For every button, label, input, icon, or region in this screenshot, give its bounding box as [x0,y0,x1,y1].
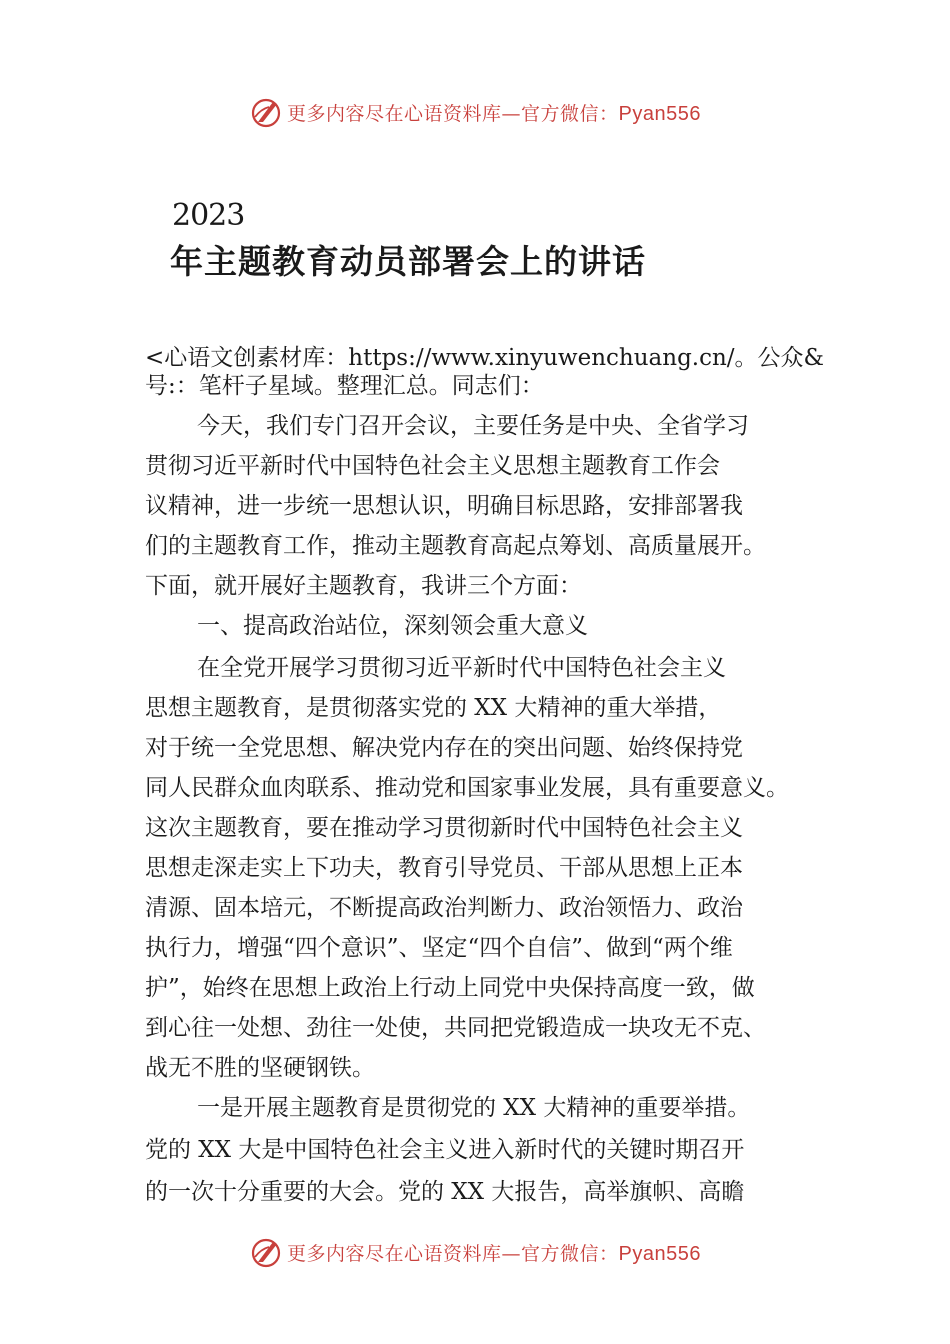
paragraph-line: 一是开展主题教育是贯彻党的 XX 大精神的重要举措。 [197,1095,751,1121]
header-banner [0,92,950,132]
paragraph-line: 战无不胜的坚硬钢铁。 [145,1055,375,1081]
paragraph-line: 清源、固本培元，不断提高政治判断力、政治领悟力、政治 [145,895,743,921]
paragraph-line: 这次主题教育，要在推动学习贯彻新时代中国特色社会主义 [145,815,743,841]
wechat-id: Pyan556 [618,1242,701,1265]
paragraph-line: 同人民群众血肉联系、推动党和国家事业发展，具有重要意义。 [145,775,789,801]
paragraph-line: 党的 XX 大是中国特色社会主义进入新时代的关键时期召开 [145,1137,745,1163]
paragraph-line: 在全党开展学习贯彻习近平新时代中国特色社会主义 [197,655,726,681]
banner-text: 更多内容尽在心语资料库—官方微信：Pyan556 [287,1242,701,1265]
section-heading: 一、提高政治站位，深刻领会重大意义 [197,613,588,639]
wechat-id: Pyan556 [618,102,701,125]
source-line: 号:：笔杆子星域。整理汇总。同志们： [145,373,544,399]
paragraph-line: 思想主题教育，是贯彻落实党的 XX 大精神的重大举措， [145,695,722,721]
footer-banner [0,1232,950,1272]
paragraph-line: 思想走深走实上下功夫，教育引导党员、干部从思想上正本 [145,855,743,881]
paragraph-line: 护”，始终在思想上政治上行动上同党中央保持高度一致，做 [145,975,755,1001]
paragraph-line: 的一次十分重要的大会。党的 XX 大报告，高举旗帜、高瞻 [145,1179,745,1205]
paragraph-line: 贯彻习近平新时代中国特色社会主义思想主题教育工作会 [145,453,720,479]
source-line: <心语文创素材库：https://www.xinyuwenchuang.cn/。公众& [145,345,825,371]
paragraph-line: 今天，我们专门召开会议，主要任务是中央、全省学习 [197,413,749,439]
banner-text: 更多内容尽在心语资料库—官方微信：Pyan556 [287,102,701,125]
page-title: 年主题教育动员部署会上的讲话 [170,242,646,281]
paragraph-line: 到心往一处想、劲往一处使，共同把党锻造成一块攻无不克、 [145,1015,766,1041]
quill-logo-icon [249,95,283,129]
paragraph-line: 对于统一全党思想、解决党内存在的突出问题、始终保持党 [145,735,743,761]
paragraph-line: 们的主题教育工作，推动主题教育高起点筹划、高质量展开。 [145,533,766,559]
quill-logo-icon [249,1235,283,1269]
title-year: 2023 [172,198,245,233]
paragraph-line: 下面，就开展好主题教育，我讲三个方面： [145,573,582,599]
paragraph-line: 议精神，进一步统一思想认识，明确目标思路，安排部署我 [145,493,743,519]
paragraph-line: 执行力，增强“四个意识”、坚定“四个自信”、做到“两个维 [145,935,733,961]
